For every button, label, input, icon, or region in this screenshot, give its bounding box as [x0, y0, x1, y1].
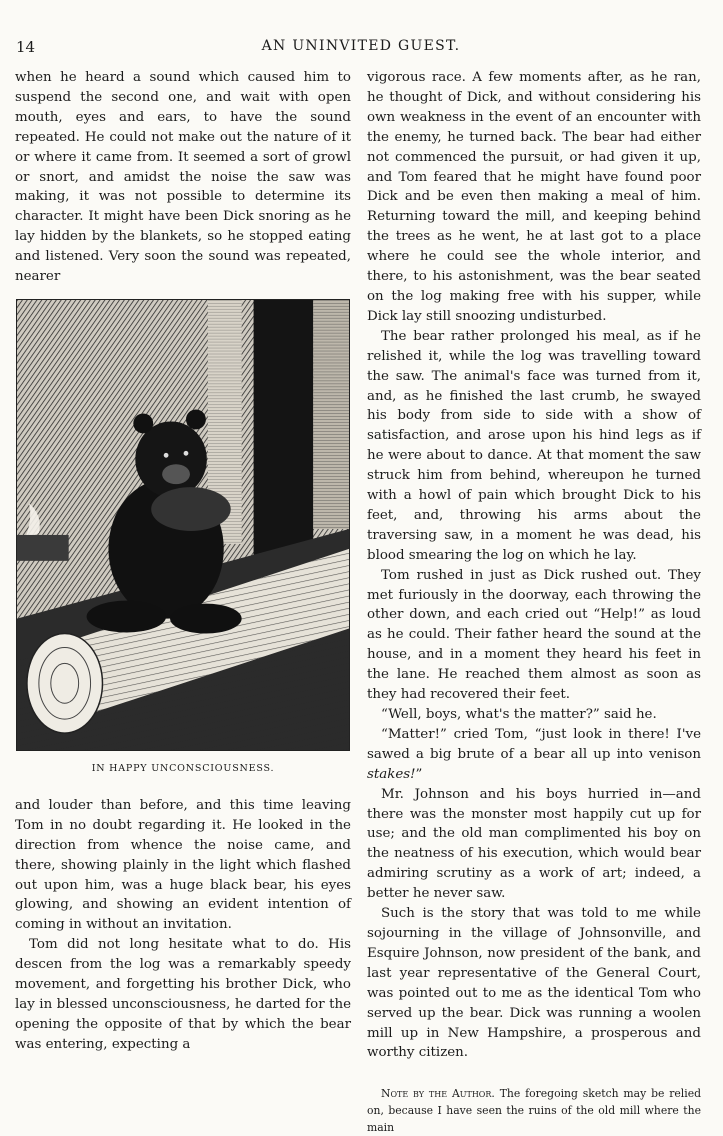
right-column	[367, 68, 701, 1136]
page-header	[16, 38, 706, 58]
bear-illustration	[16, 299, 350, 751]
paragraph: vigorous race. A few moments after, as he ran, he thought of Dick, and without considering his own weakness in the event of an encounter with the enemy, he turned back. The bear had either not commenced the pursuit, or had given it up, and Tom feared that he might have found poor Dick and be even then making a meal of him. Returning toward the mill, and keeping behind the trees as he went, he at last got to a place where he could see the whole interior, and there, to his astonishment, was the bear seated on the log making free with his supper, while Dick lay still snoozing undisturbed.	[367, 70, 701, 324]
dialogue-text: “Matter!” cried Tom, “just look in there! I've sawed a big brute of a bear all up into venison	[367, 726, 701, 762]
paragraph	[367, 725, 701, 785]
paragraph: “Well, boys, what's the matter?” said he.	[381, 707, 657, 722]
illustration-caption: IN HAPPY UNCONSCIOUSNESS.	[91, 762, 275, 774]
closing-quote: ”	[415, 766, 423, 782]
author-note	[367, 1085, 701, 1136]
running-head: AN UNINVITED GUEST.	[261, 38, 461, 54]
paragraph: Tom did not long hesitate what to do. His descen from the log was a remarkably speedy movement, and forgetting his brother Dick, who lay in blessed unconsciousness, he darted for the opening the opposite of that by which the bear was entering, expecting a	[15, 937, 351, 1052]
paragraph: The bear rather prolonged his meal, as if he relished it, while the log was travelling toward the saw. The animal's face was turned from it, and, as he finished the last crumb, he swayed his body from side to side with a show of satisfaction, and arose upon his hind legs as if he were about to dance. At that moment the saw struck him from behind, whereupon he turned with a howl of pain which brought Dick to his feet, and, throwing his arms about the traversing saw, in a moment he was dead, his blood smearing the log on which he lay.	[367, 328, 701, 563]
page-number: 14	[16, 38, 36, 56]
paragraph: when he heard a sound which caused him to suspend the second one, and wait with open mouth, eyes and ears, to have the sound repeated. He could not make out the nature of it or where it came from. It seemed a sort of growl or snort, and amidst the noise the saw was making, it was not possible to determine its character. It might have been Dick snoring as he lay hidden by the blankets, so he stopped eating and listened. Very soon the sound was repeated, nearer	[15, 70, 351, 285]
paragraph: Mr. Johnson and his boys hurried in—and there was the monster most happily cut up for use; and the old man complimented his boy on the neatness of his execution, which would bear admiring scrutiny as a work of art; indeed, a better he never saw.	[367, 786, 701, 902]
left-column	[15, 68, 351, 1055]
note-text: The foregoing sketch may be relied on, because I have seen the ruins of the old mill where the main	[367, 1087, 702, 1135]
italic-word: stakes!	[367, 766, 416, 782]
paragraph: Tom rushed in just as Dick rushed out. They met furiously in the doorway, each throwing the other down, and each cried out “Help!” as loud as he could. Their father heard the sound at the house, and in a moment they heard his feet in the lane. He reached them almost as soon as they had recovered their feet.	[367, 567, 701, 703]
paragraph: and louder than before, and this time leaving Tom in no doubt regarding it. He looked in the direction from whence the noise came, and there, showing plainly in the light which flashed out upon him, was a huge black bear, his eyes glowing, and showing an evident intention of coming in without an invitation.	[15, 797, 351, 933]
paragraph: Such is the story that was told to me while sojourning in the village of Johnsonville, and Esquire Johnson, now president of the bank, and last year representative of the General Court, was pointed out to me as the identical Tom who served up the bear. Dick was running a woolen mill up in New Hampshire, a prosperous and worthy citizen.	[367, 906, 701, 1061]
note-label: Note by the Author.	[381, 1087, 495, 1101]
